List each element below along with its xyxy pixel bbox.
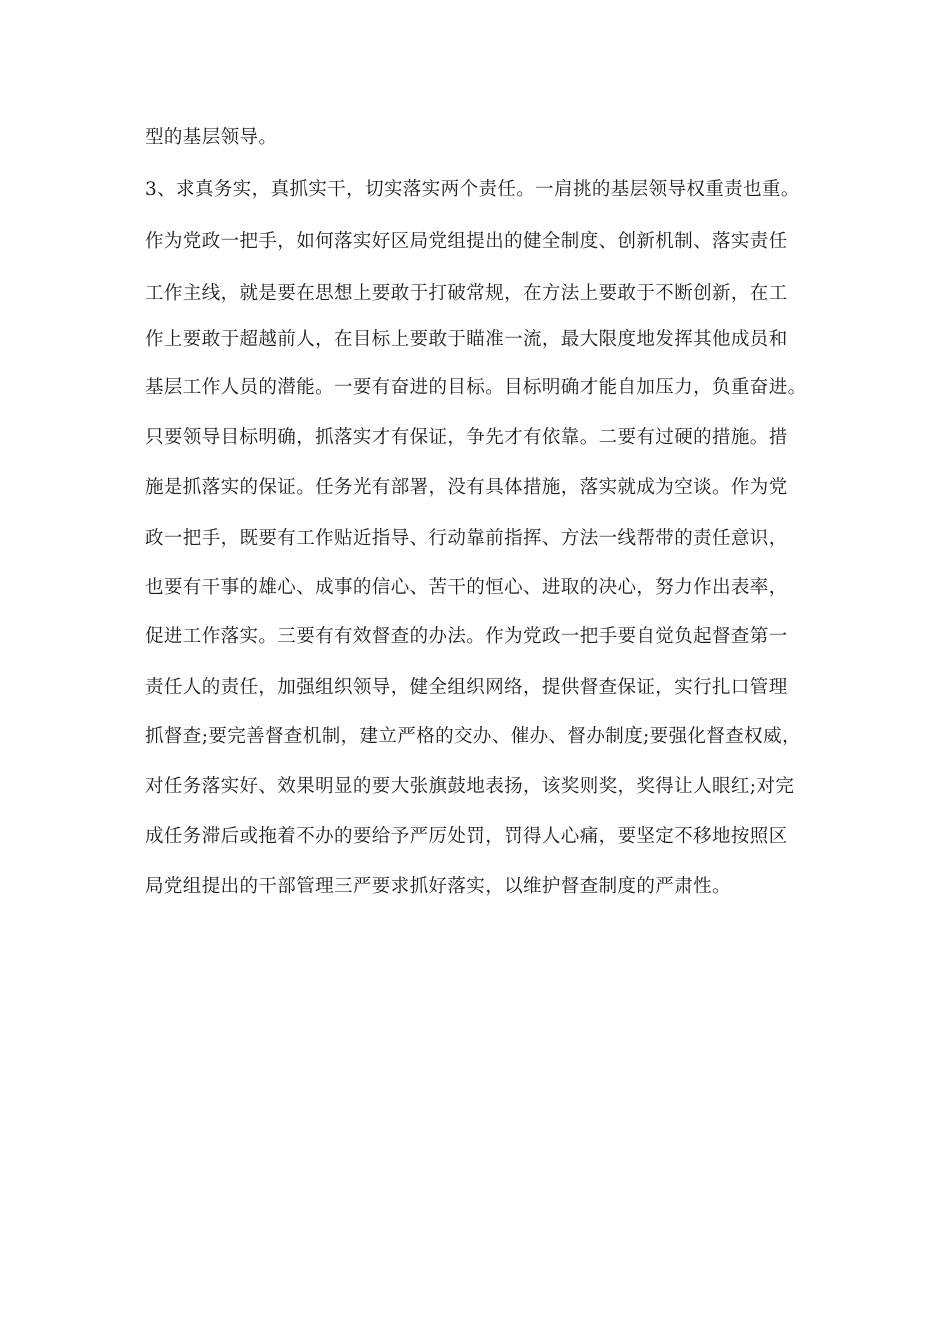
paragraph-line: 作为党政一把手，如何落实好区局党组提出的健全制度、创新机制、落实责任 [145, 231, 788, 252]
paragraph-line: 促进工作落实。三要有有效督查的办法。作为党政一把手要自觉负起督查第一 [145, 626, 788, 647]
paragraph-line: 基层工作人员的潜能。一要有奋进的目标。目标明确才能自加压力，负重奋进。 [145, 377, 807, 398]
paragraph-line: 型的基层领导。 [145, 127, 278, 148]
paragraph-line: 责任人的责任，加强组织领导，健全组织网络，提供督查保证，实行扎口管理 [145, 677, 788, 698]
paragraph-line: 局党组提出的干部管理三严要求抓好落实，以维护督查制度的严肃性。 [145, 876, 731, 897]
paragraph-line: 作上要敢于超越前人，在目标上要敢于瞄准一流，最大限度地发挥其他成员和 [145, 329, 788, 350]
paragraph-line: 政一把手，既要有工作贴近指导、行动靠前指挥、方法一线帮带的责任意识， [145, 528, 788, 549]
paragraph-line: 也要有干事的雄心、成事的信心、苦干的恒心、进取的决心，努力作出表率， [145, 577, 788, 598]
paragraph-line: 只要领导目标明确，抓落实才有保证，争先才有依靠。二要有过硬的措施。措 [145, 427, 788, 448]
paragraph-line: 抓督查;要完善督查机制，建立严格的交办、催办、督办制度;要强化督查权威， [145, 726, 801, 747]
paragraph-line: 成任务滞后或拖着不办的要给予严厉处罚，罚得人心痛，要坚定不移地按照区 [145, 826, 788, 847]
paragraph-line: 工作主线，就是要在思想上要敢于打破常规，在方法上要敢于不断创新，在工 [145, 283, 788, 304]
paragraph-line: 3、求真务实，真抓实干，切实落实两个责任。一肩挑的基层领导权重责也重。 [145, 179, 800, 200]
paragraph-line: 对任务落实好、效果明显的要大张旗鼓地表扬，该奖则奖，奖得让人眼红;对完 [145, 776, 795, 797]
paragraph-line: 施是抓落实的保证。任务光有部署，没有具体措施，落实就成为空谈。作为党 [145, 477, 788, 498]
